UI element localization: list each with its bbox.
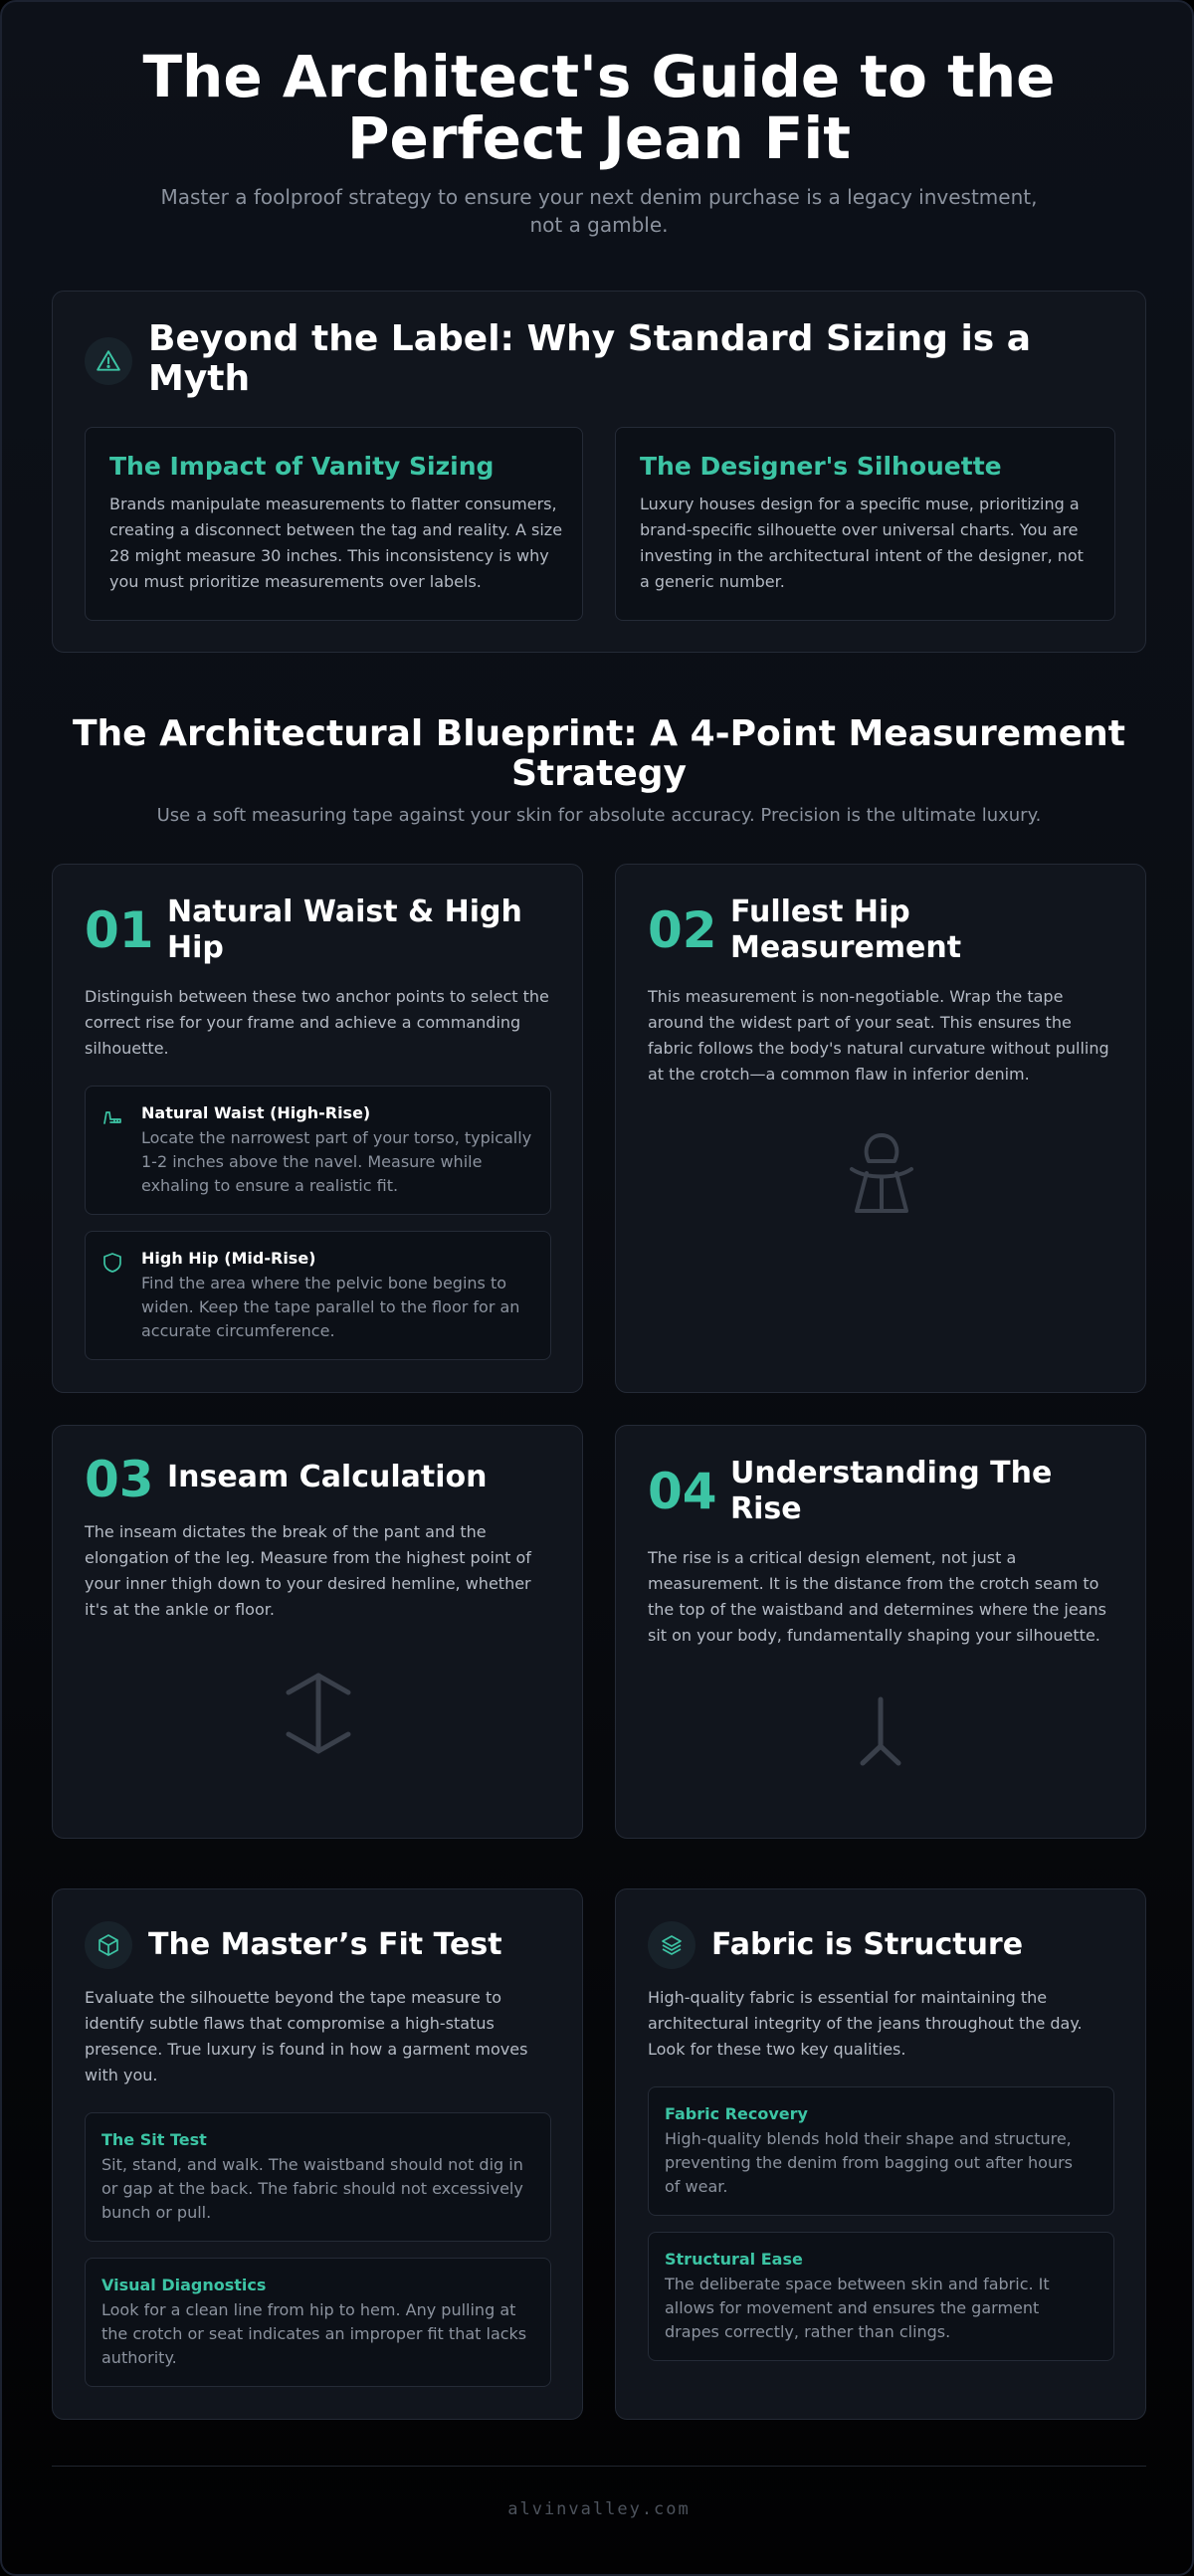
structural-ease-title: Structural Ease xyxy=(665,2250,803,2269)
step-title: Understanding The Rise xyxy=(730,1456,1053,1526)
designer-silhouette-title: The Designer's Silhouette xyxy=(640,452,1002,481)
natural-waist-title: Natural Waist (High-Rise) xyxy=(141,1103,371,1122)
page-subtitle: Master a foolproof strategy to ensure your next denim purchase is a legacy investment, not a gamble. xyxy=(160,185,1038,237)
sit-test-text: Sit, stand, and walk. The waistband should not dig in or gap at the back. The fabric should not excessively bunch or pull. xyxy=(101,2155,523,2222)
high-hip-text: Find the area where the pelvic bone begins to widen. Keep the tape parallel to the floor for an accurate circumference. xyxy=(141,1274,520,1340)
step-title: Natural Waist & High Hip xyxy=(167,894,522,965)
fabric-recovery-text: High-quality blends hold their shape and structure, preventing the denim from bagging out after hours of wear. xyxy=(665,2129,1074,2196)
step-number: 04 xyxy=(648,1463,717,1520)
step-text: Distinguish between these two anchor points to select the correct rise for your frame and achieve a commanding silhouette. xyxy=(85,987,549,1058)
step-text: The inseam dictates the break of the pant and the elongation of the leg. Measure from the highest point of your inner thigh down to your desired hemline, whether it's at the ankle or floor. xyxy=(85,1522,531,1619)
fabric-card xyxy=(615,1888,1146,2420)
blueprint-subtitle: Use a soft measuring tape against your skin for absolute accuracy. Precision is the ultimate luxury. xyxy=(156,805,1042,826)
hip-figure-icon xyxy=(847,1131,916,1215)
designer-silhouette-text: Luxury houses design for a specific muse, prioritizing a brand-specific silhouette over universal charts. You are investing in the architectural intent of the designer, not a generic number. xyxy=(640,495,1084,591)
natural-waist-item xyxy=(85,1086,551,1215)
footer-site-link[interactable]: alvinvalley.com xyxy=(507,2499,691,2519)
step-card-03 xyxy=(52,1425,583,1839)
cube-icon xyxy=(85,1921,132,1969)
step-card-04 xyxy=(615,1425,1146,1839)
fabric-title: Fabric is Structure xyxy=(711,1927,1024,1962)
page-header xyxy=(2,43,1194,239)
warning-icon xyxy=(85,337,132,385)
fabric-text: High-quality fabric is essential for maintaining the architectural integrity of the jeans throughout the day. Look for these two key qualities. xyxy=(648,1988,1083,2059)
fabric-recovery-item xyxy=(648,2086,1114,2216)
footer-divider xyxy=(52,2466,1146,2467)
fabric-recovery-title: Fabric Recovery xyxy=(665,2104,808,2123)
fit-test-title: The Master’s Fit Test xyxy=(148,1927,502,1962)
fit-test-card xyxy=(52,1888,583,2420)
natural-waist-text: Locate the narrowest part of your torso, typically 1-2 inches above the navel. Measure while exhaling to ensure a realistic fit. xyxy=(141,1128,532,1195)
structural-ease-text: The deliberate space between skin and fabric. It allows for movement and ensures the garment drapes correctly, rather than clings. xyxy=(665,2275,1050,2341)
step-number: 03 xyxy=(85,1451,154,1508)
page-title: The Architect's Guide to the Perfect Jean Fit xyxy=(142,43,1056,172)
step-text: This measurement is non-negotiable. Wrap the tape around the widest part of your seat. This ensures the fabric follows the body's natural curvature without pulling at the crotch—a common flaw in inferior denim. xyxy=(648,987,1109,1084)
sit-test-title: The Sit Test xyxy=(101,2130,207,2149)
step-title: Inseam Calculation xyxy=(167,1460,488,1494)
structural-ease-item xyxy=(648,2232,1114,2361)
step-text: The rise is a critical design element, not just a measurement. It is the distance from the crotch seam to the top of the waistband and determines where the jeans sit on your body, fundamentally shaping your silhouette. xyxy=(648,1548,1106,1645)
vanity-sizing-title: The Impact of Vanity Sizing xyxy=(109,452,495,481)
shield-icon xyxy=(102,1252,122,1274)
vertical-arrows-icon xyxy=(286,1673,351,1754)
step-card-02 xyxy=(615,864,1146,1393)
vanity-sizing-card xyxy=(85,427,583,621)
visual-diagnostics-item xyxy=(85,2258,551,2387)
visual-diagnostics-text: Look for a clean line from hip to hem. Any pulling at the crotch or seat indicates an improper fit that lacks authority. xyxy=(101,2300,527,2367)
fit-test-text: Evaluate the silhouette beyond the tape measure to identify subtle flaws that compromise a high-status presence. True luxury is found in how a garment moves with you. xyxy=(85,1988,528,2084)
tape-measure-icon xyxy=(101,1108,123,1128)
sit-test-item xyxy=(85,2112,551,2242)
layers-icon xyxy=(648,1921,696,1969)
step-number: 02 xyxy=(648,901,717,959)
visual-diagnostics-title: Visual Diagnostics xyxy=(101,2276,267,2294)
rise-seam-icon xyxy=(860,1696,901,1766)
beyond-label-title: Beyond the Label: Why Standard Sizing is a Myth xyxy=(148,318,1032,399)
blueprint-title: The Architectural Blueprint: A 4-Point Measurement Strategy xyxy=(73,713,1125,794)
step-card-01 xyxy=(52,864,583,1393)
high-hip-title: High Hip (Mid-Rise) xyxy=(141,1249,316,1268)
vanity-sizing-text: Brands manipulate measurements to flatter consumers, creating a disconnect between the tag and reality. A size 28 might measure 30 inches. This inconsistency is why you must prioritize measurements over labels. xyxy=(109,495,563,591)
step-number: 01 xyxy=(85,901,154,959)
high-hip-item xyxy=(85,1231,551,1360)
step-title: Fullest Hip Measurement xyxy=(730,894,962,965)
designer-silhouette-card xyxy=(615,427,1115,621)
beyond-label-section xyxy=(52,291,1146,653)
